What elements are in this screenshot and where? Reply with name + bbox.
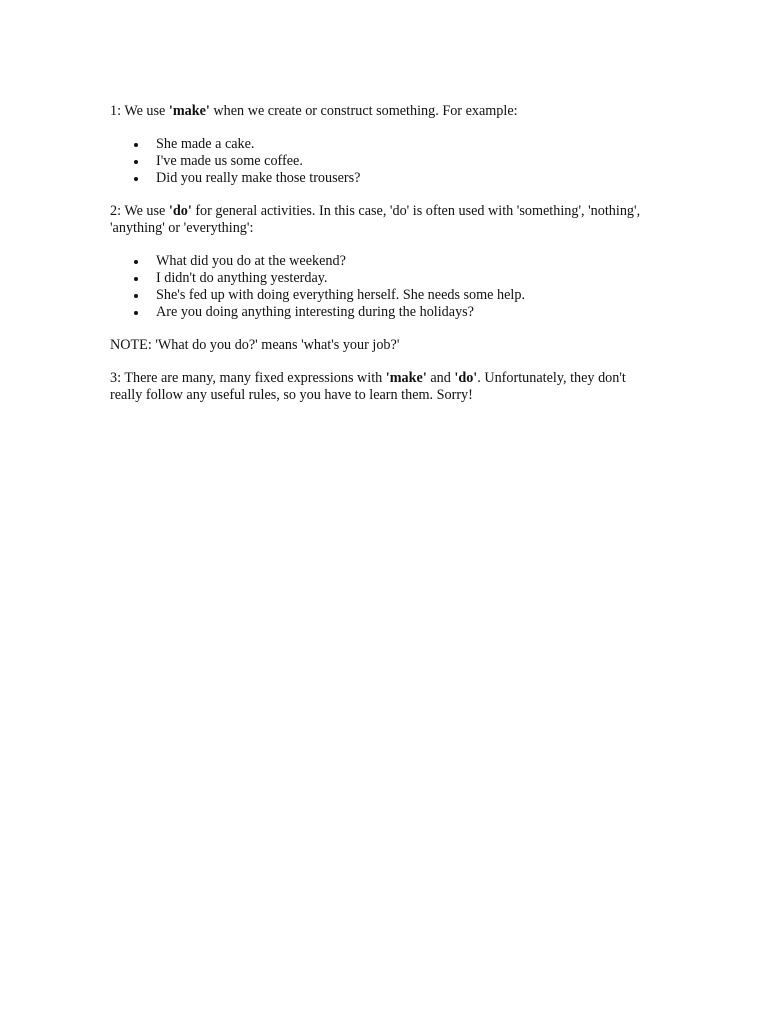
list-item: What did you do at the weekend? xyxy=(156,253,650,270)
note-paragraph: NOTE: 'What do you do?' means 'what's your job?' xyxy=(110,337,400,353)
section-2-pre: 2: We use xyxy=(110,203,169,219)
section-3-paragraph xyxy=(110,370,650,404)
term-make: 'make' xyxy=(385,370,427,386)
do-examples-list xyxy=(110,253,650,321)
section-3-post: . Unfortunately, they don't really follow any useful rules, so you have to learn them. Sorry! xyxy=(110,370,626,403)
section-3-mid: and xyxy=(426,370,455,386)
section-2-intro xyxy=(110,203,650,237)
list-item: I didn't do anything yesterday. xyxy=(156,270,650,287)
term-make: 'make' xyxy=(168,103,210,119)
list-item: I've made us some coffee. xyxy=(156,153,650,170)
section-2-post: for general activities. In this case, 'do' is often used with 'something', 'nothing', 'anything' or 'everything': xyxy=(110,203,641,236)
list-item: Did you really make those trousers? xyxy=(156,170,650,187)
document-page xyxy=(110,103,650,404)
term-do: 'do' xyxy=(454,370,478,386)
term-do: 'do' xyxy=(168,203,192,219)
list-item: She made a cake. xyxy=(156,136,650,153)
section-1-intro xyxy=(110,103,650,120)
section-1-post: when we create or construct something. For example: xyxy=(209,103,518,119)
list-item: Are you doing anything interesting during the holidays? xyxy=(156,304,650,321)
section-1-pre: 1: We use xyxy=(110,103,169,119)
make-examples-list xyxy=(110,136,650,187)
section-3-pre: 3: There are many, many fixed expressions with xyxy=(110,370,386,386)
list-item: She's fed up with doing everything herself. She needs some help. xyxy=(156,287,650,304)
